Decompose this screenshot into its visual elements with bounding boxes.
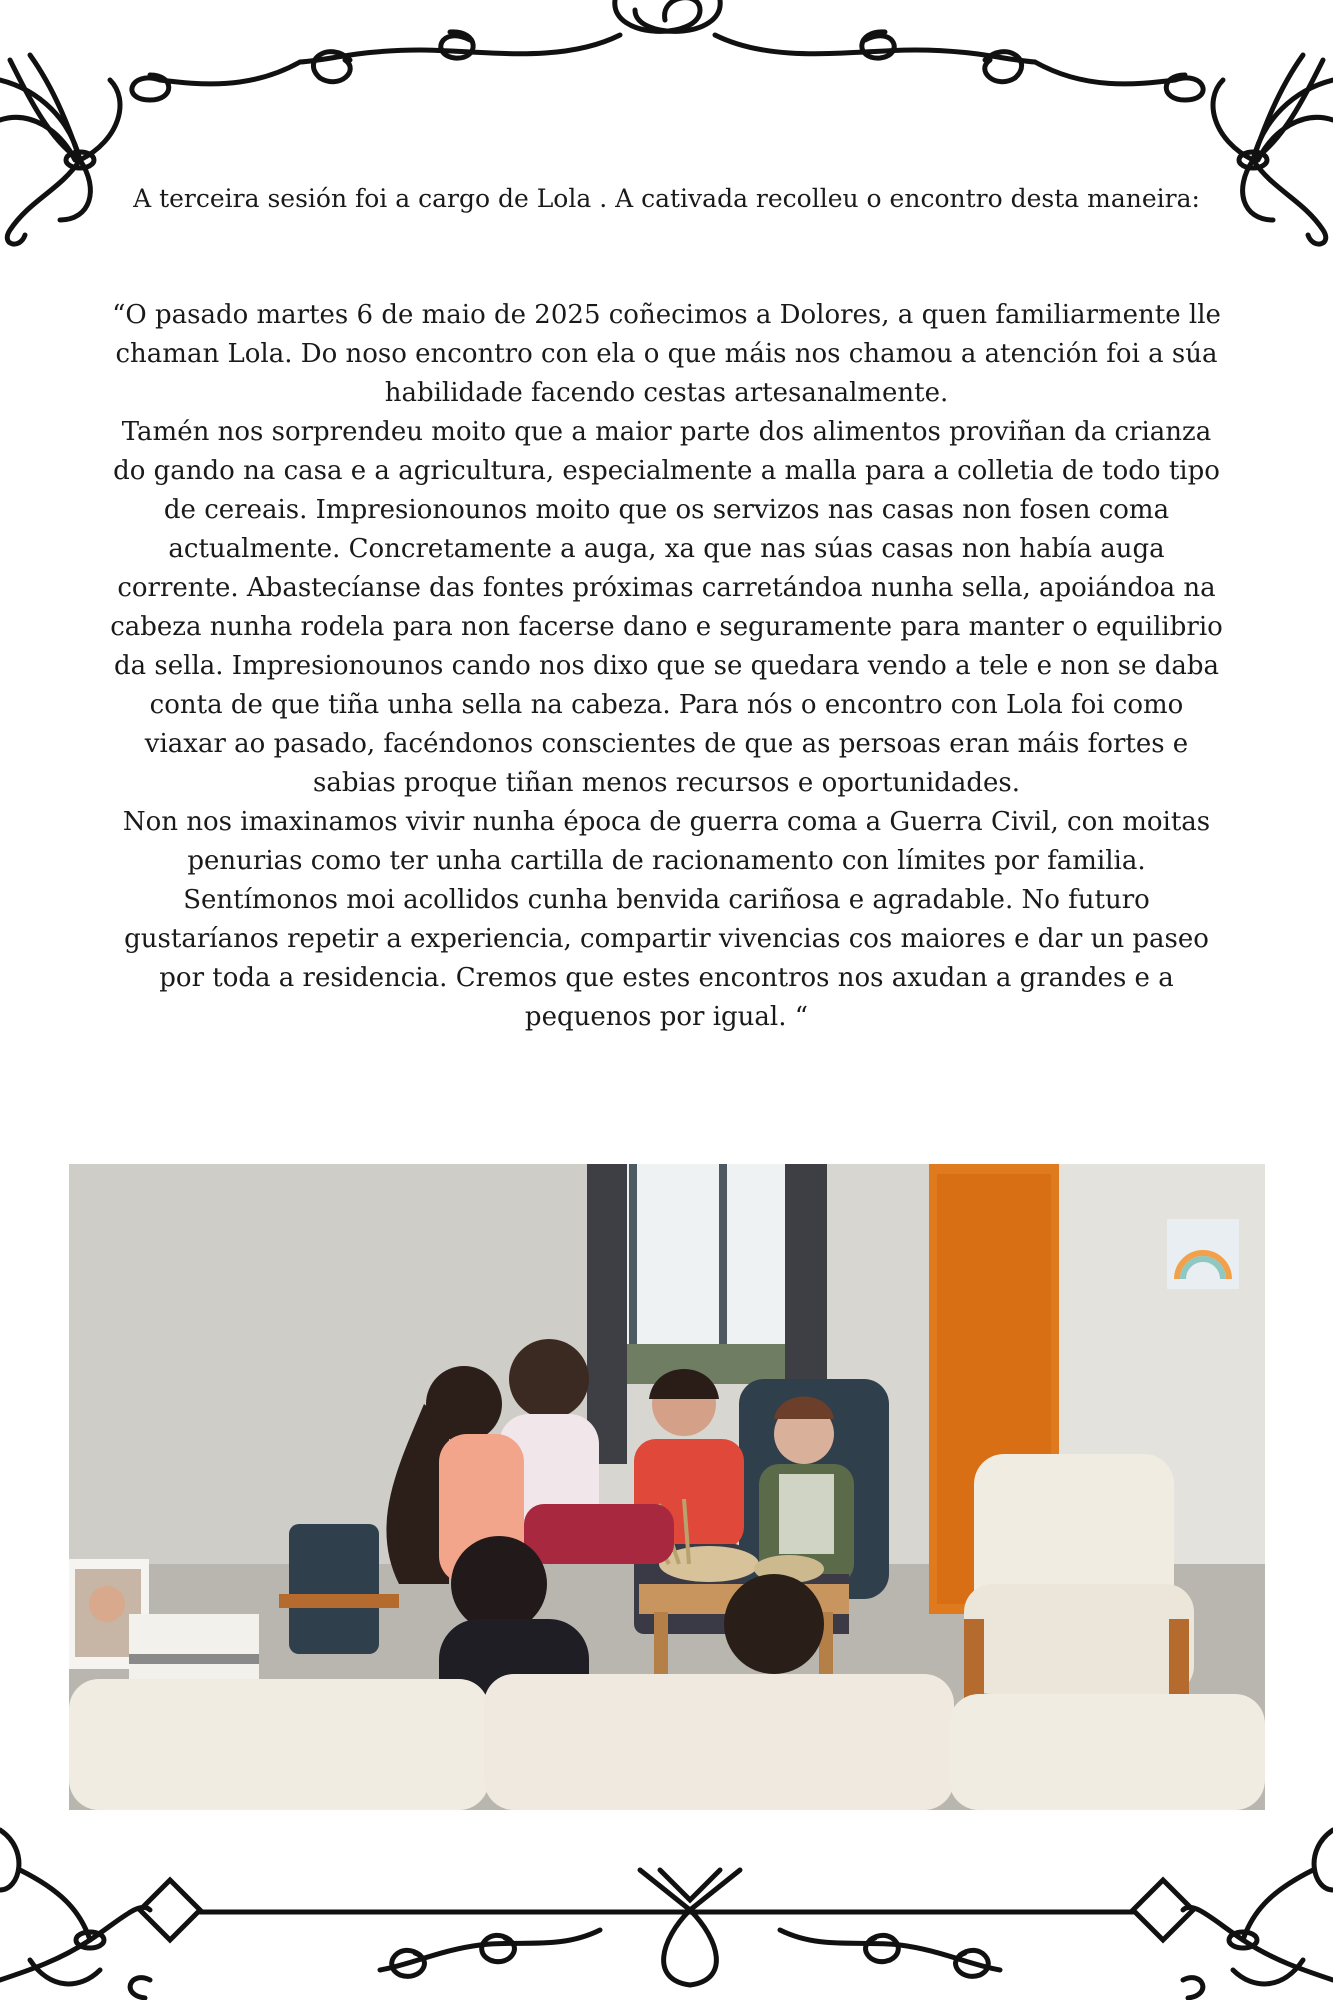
quote-paragraph-3: Non nos imaxinamos vivir nunha época de guerra coma a Guerra Civil, con moitas penurias como ter unha cartilla de racionamento con límites por familia. Sentímonos moi acollidos cunha benvida cariñosa e agradable. No futuro gustaríanos repetir a experiencia, compartir vivencias cos maiores e dar un paseo por toda a residencia. Cremos que estes encontros nos axudan a grandes e a pequenos por igual. “ <box>122 807 1211 1032</box>
quote-paragraph-2: Tamén nos sorprendeu moito que a maior parte dos alimentos proviñan da crianza do gando na casa e a agricultura, especialmente a malla para a colletia de todo tipo de cereais. Impresionounos moito que os servizos nas casas non fosen coma actualmente. Concretamente a auga, xa que nas súas casas non había auga corrente. Abastecíanse das fontes próximas carretándoa nunha sella, apoiándoa na cabeza nunha rodela para non facerse dano e seguramente para manter o equilibrio da sella. Impresionounos cando nos dixo que se quedara vendo a tele e non se daba conta de que tiña unha sella na cabeza. Para nós o encontro con Lola foi como viaxar ao pasado, facéndonos conscientes de que as persoas eran máis fortes e sabias proque tiñan menos recursos e oportunidades. <box>110 417 1223 798</box>
quote-paragraph-1: “O pasado martes 6 de maio de 2025 coñecimos a Dolores, a quen familiarmente lle chaman Lola. Do noso encontro con ela o que máis nos chamou a atención foi a súa habilidade facendo cestas artesanalmente. <box>112 300 1221 408</box>
intro-text: A terceira sesión foi a cargo de Lola . A cativada recolleu o encontro desta maneira: <box>133 184 1200 213</box>
bottom-ornament-border <box>0 1810 1333 2000</box>
quote-block <box>110 296 1223 1037</box>
meeting-photo <box>69 1164 1265 1810</box>
